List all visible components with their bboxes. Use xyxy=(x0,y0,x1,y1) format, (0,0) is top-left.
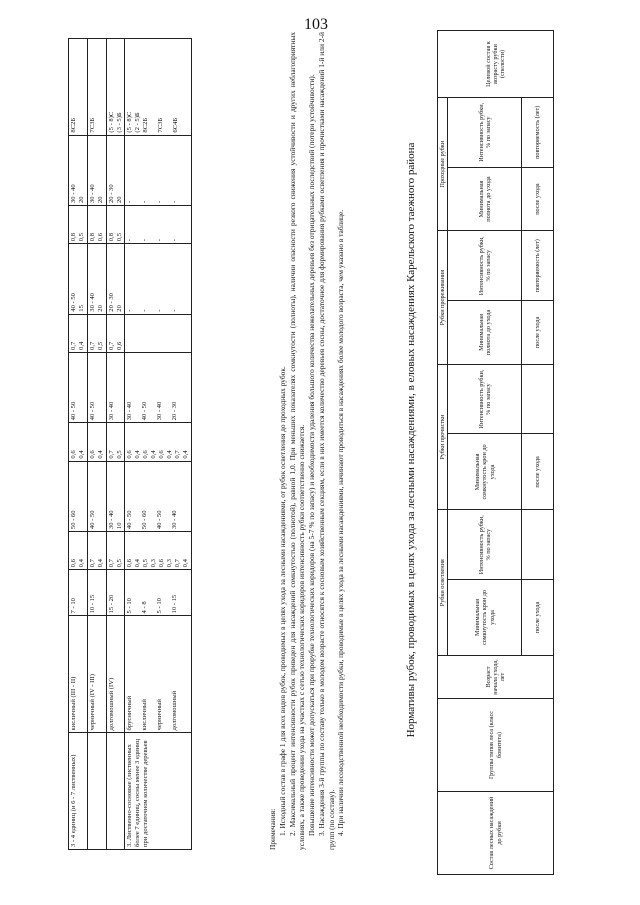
notes xyxy=(268,32,346,850)
cell-c7: 0,8 0,5 xyxy=(69,206,88,244)
hdr-proch-min: Минимальная сомкнутость крон до ухода xyxy=(448,434,522,510)
cell-type: черничный (IV - III) xyxy=(87,616,106,733)
cell-c2: 40 - 50 50 - 60 40 - 50 30 - 40 xyxy=(125,461,191,531)
notes-heading: Примечания: xyxy=(268,808,277,850)
cell-type: кисличный (III - II) xyxy=(69,616,88,733)
hdr-prohod-min: Минимальная полнота до ухода xyxy=(448,167,522,231)
table-title: Нормативы рубок, проводимых в целях ухода за лесными насаждениями, в еловых насаждениях Карельского таежного района xyxy=(405,142,417,738)
hdr-composition: Состав лесных насаждений до рубки xyxy=(438,792,554,875)
cell-c3: 0,6 0,4 0,6 0,4 0,6 0,4 0,7 0,4 xyxy=(125,423,191,461)
cell-composition: 3. Лиственно-сосновые (лиственных более 7 единиц, сосны менее 3 единиц при достаточном количестве деревьев xyxy=(125,733,191,850)
cell-c4: 30 - 40 xyxy=(106,352,125,422)
hdr-osv-after: после ухода xyxy=(522,579,554,655)
cell-composition xyxy=(87,733,106,850)
hdr-type-group: Группы типов леса (класс бонитета) xyxy=(438,699,554,792)
table-row xyxy=(87,39,106,850)
hdr-prored-int: Интенсивность рубки, % по запасу xyxy=(448,231,522,301)
cell-age: 5 - 10 4 - 8 5 - 10 10 - 15 xyxy=(125,570,191,616)
hdr-age: Возраст начала ухода, лет xyxy=(438,656,554,699)
cell-c3: 0,6 0,4 xyxy=(69,423,88,461)
hdr-proch-int: Интенсивность рубки, % по запасу xyxy=(448,364,522,434)
cell-c1: 0,6 0,4 xyxy=(69,532,88,570)
hdr-empty-cell xyxy=(522,510,554,580)
cell-c6: 40 - 50 15 xyxy=(69,244,88,314)
cell-c8: 20 - 30 20 xyxy=(106,135,125,205)
hdr-prohod-after: после ухода xyxy=(522,167,554,231)
cell-age: 7 - 10 xyxy=(69,570,88,616)
hdr-proch: Рубки прочистки xyxy=(438,364,448,510)
cell-c1: 0,7 0,5 xyxy=(106,532,125,570)
cell-age: 10 - 15 xyxy=(87,570,106,616)
cell-c4: 40 - 50 xyxy=(87,352,106,422)
table-row xyxy=(69,39,88,850)
cell-c4: 30 - 40 40 - 50 30 - 40 20 - 30 xyxy=(125,352,191,422)
cell-c5: 0,7 0,6 xyxy=(106,314,125,352)
cell-c9: (5 - 8)С (3 - 5)Б xyxy=(106,39,125,136)
hdr-target: Целевой состав к возрасту рубки (спелости) xyxy=(438,31,554,98)
hdr-empty-cell xyxy=(522,364,554,434)
cell-composition: 3 - 4 единиц (и 6 - 7 лиственных) xyxy=(69,733,88,850)
cell-c2: 40 - 50 xyxy=(87,461,106,531)
cell-c6: - - - - xyxy=(125,244,191,314)
note-1: 1. Исходный состав в графе 1 для всех видов рубок, проводимых в целях ухода за лесными насаждениями, от рубок осветления до проходных рубок. xyxy=(277,366,287,836)
cell-c1: 0,6 0,4 0,5 0,3 0,6 0,3 0,7 0,4 xyxy=(125,532,191,570)
cell-c9: (5 - 8)С (2 - 5)Б 8С2Б 7С3Б 6С4Б xyxy=(125,39,191,136)
cell-c3: 0,6 0,4 xyxy=(87,423,106,461)
cell-c7: - - - - xyxy=(125,206,191,244)
cell-c9: 8С2Б xyxy=(69,39,88,136)
cell-c2: 30 - 40 10 xyxy=(106,461,125,531)
table-row xyxy=(106,39,125,850)
hdr-proch-after: после ухода xyxy=(522,434,554,510)
cell-c7: 0,8 0,5 xyxy=(106,206,125,244)
hdr-prohod-repeat: повторяемость (лет) xyxy=(522,98,554,168)
cell-type: брусничный кисличный черничный долгомошный xyxy=(125,616,191,733)
cell-c6: 30 - 40 20 xyxy=(87,244,106,314)
cell-c5: 0,7 0,5 xyxy=(87,314,106,352)
cell-type: долгомошный (IV) xyxy=(106,616,125,733)
note-3: 3. Насаждения 3-й группы по составу только в молодом возрасте относятся к сосновым хозяйственным секциям, если в них имеется количество деревьев сосны, достаточное для формирования рубками осветления и прочистками насаждений 1-й или 2-й групп (по составу). xyxy=(316,32,336,850)
note-4: 4. При наличии лесоводственной необходимости рубки, проводимые в целях ухода за лесными насаждениями, начинают проводиться в насаждениях более молодого возраста, чем указано в таблице. xyxy=(336,209,346,836)
cell-c3: 0,7 0,5 xyxy=(106,423,125,461)
cell-c9: 7С3Б xyxy=(87,39,106,136)
hdr-osv-min: Минимальная сомкнутость крон до ухода xyxy=(448,579,522,655)
cell-c8: 30 - 40 20 xyxy=(69,135,88,205)
cell-c1: 0,7 0,4 xyxy=(87,532,106,570)
hdr-prohod-int: Интенсивность рубки, % по запасу xyxy=(448,98,522,168)
hdr-osv: Рубки осветления xyxy=(438,510,448,656)
cell-c2: 50 - 60 xyxy=(69,461,88,531)
cell-c7: 0,8 0,6 xyxy=(87,206,106,244)
cell-c8: - - - - xyxy=(125,135,191,205)
hdr-osv-int: Интенсивность рубки, % по запасу xyxy=(448,510,522,580)
hdr-prored-min: Минимальная полнота до ухода xyxy=(448,301,522,365)
cell-c8: 30 - 40 20 xyxy=(87,135,106,205)
cell-c5 xyxy=(125,314,191,352)
cell-c5: 0,7 0,4 xyxy=(69,314,88,352)
page-number: 103 xyxy=(304,16,328,33)
spruce-norms-table-header xyxy=(437,30,554,875)
table-row xyxy=(125,39,191,850)
hdr-prored-after: после ухода xyxy=(522,301,554,365)
hdr-prohod: Проходные рубки xyxy=(438,98,448,231)
cell-age: 15 - 20 xyxy=(106,570,125,616)
note-2-cont: Повышение интенсивности может допускаться при прорубке технологических коридоров (на 5-7 % по запасу) и необходимости удаления большого количества нежелательных деревьев без отрицательных последствий (потери устойчивости). xyxy=(307,74,317,836)
cell-c4: 40 - 50 xyxy=(69,352,88,422)
forest-care-table-continued xyxy=(68,38,192,850)
note-2: 2. Максимальный процент интенсивности рубок приведен для насаждений сомкнутостью (полнотой), равной 1,0. При меньших показателях сомкнутости (полноты), наличии опасности резкого снижения устойчивости и других неблагоприятных условиях, а также проведении ухода на участках с сетью технологических коридоров интенсивность рубки соответственно снижается. xyxy=(287,32,307,850)
hdr-prored: Рубки прореживания xyxy=(438,231,448,364)
cell-composition xyxy=(106,733,125,850)
cell-c6: 20 - 30 20 xyxy=(106,244,125,314)
hdr-prored-repeat: повторяемость (лет) xyxy=(522,231,554,301)
